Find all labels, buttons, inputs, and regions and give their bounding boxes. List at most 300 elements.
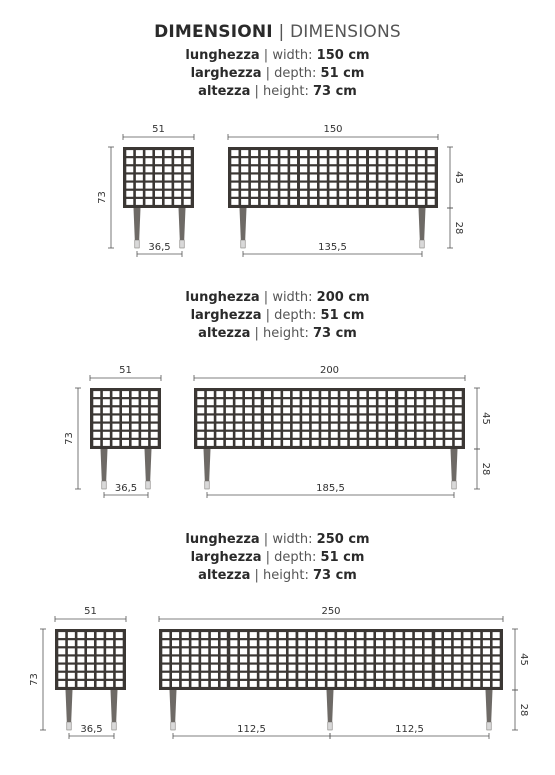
lattice-cell — [357, 657, 364, 663]
lattice-cell — [162, 681, 169, 687]
lattice-cell — [230, 648, 237, 654]
lattice-cell — [376, 657, 383, 663]
lattice-cell — [369, 166, 376, 172]
lattice-cell — [174, 199, 181, 205]
lattice-cell — [145, 166, 152, 172]
lattice-cell — [172, 657, 179, 663]
lattice-cell — [427, 175, 434, 181]
lattice-cell — [376, 632, 383, 638]
lattice-cell — [172, 673, 179, 679]
lattice-cell — [369, 183, 376, 189]
lattice-cell — [251, 175, 258, 181]
spec-separator: | — [261, 550, 275, 565]
front-leg-height-dimension — [474, 449, 491, 489]
lattice-cell — [264, 416, 271, 422]
lattice-cell — [318, 681, 325, 687]
lattice-cell — [349, 166, 356, 172]
lattice-cell — [240, 640, 247, 646]
lattice-cell — [172, 640, 179, 646]
lattice-cell — [415, 657, 422, 663]
lattice-cell — [340, 399, 347, 405]
lattice-cell — [327, 657, 334, 663]
spec-separator: | — [259, 48, 273, 63]
lattice-cell — [321, 399, 328, 405]
lattice-cell — [359, 440, 366, 446]
lattice-cell — [289, 640, 296, 646]
lattice-cell — [87, 681, 94, 687]
lattice-cell — [463, 657, 470, 663]
lattice-cell — [280, 191, 287, 197]
lattice-cell — [241, 166, 248, 172]
lattice-cell — [388, 150, 395, 156]
lattice-cell — [165, 191, 172, 197]
lattice-cell — [359, 199, 366, 205]
lattice-cell — [337, 648, 344, 654]
front-leg-span-dimension — [173, 724, 330, 739]
lattice-cell — [245, 407, 252, 413]
lattice-cell — [283, 424, 290, 430]
lattice-cell — [230, 681, 237, 687]
spec-value: 73 cm — [312, 84, 357, 99]
lattice-cell — [182, 640, 189, 646]
leg-shaft — [111, 690, 118, 722]
lattice-cell — [408, 199, 415, 205]
lattice-cell — [201, 657, 208, 663]
spec-label-en: height — [263, 326, 305, 341]
lattice-cell — [230, 665, 237, 671]
side-view-leg — [101, 449, 108, 489]
lattice-cell — [77, 632, 84, 638]
lattice-cell — [290, 191, 297, 197]
lattice-cell — [493, 665, 500, 671]
leg-foot — [146, 481, 150, 489]
lattice-cell — [339, 166, 346, 172]
leg-foot — [487, 722, 491, 730]
front-view-cabinet — [194, 388, 465, 449]
lattice-cell — [349, 191, 356, 197]
lattice-cell — [415, 673, 422, 679]
lattice-cell — [230, 632, 237, 638]
leg-foot — [102, 481, 106, 489]
dimension-label: 135,5 — [318, 242, 347, 253]
lattice-cell — [122, 407, 129, 413]
lattice-cell — [240, 648, 247, 654]
front-leg-span-dimension — [330, 724, 489, 739]
lattice-cell — [221, 640, 228, 646]
lattice-cell — [283, 416, 290, 422]
lattice-cell — [318, 657, 325, 663]
dimension-label: 51 — [152, 124, 165, 135]
lattice-cell — [473, 648, 480, 654]
lattice-cell — [445, 432, 452, 438]
lattice-cell — [250, 673, 257, 679]
lattice-cell — [359, 191, 366, 197]
lattice-cell — [321, 407, 328, 413]
lattice-cell — [112, 432, 119, 438]
lattice-cell — [331, 399, 338, 405]
lattice-cell — [366, 665, 373, 671]
lattice-cell — [436, 391, 443, 397]
lattice-cell — [250, 665, 257, 671]
lattice-cell — [162, 640, 169, 646]
lattice-cell — [197, 391, 204, 397]
lattice-cell — [310, 175, 317, 181]
lattice-cell — [340, 391, 347, 397]
lattice-cell — [184, 191, 191, 197]
lattice-cell — [77, 665, 84, 671]
lattice-cell — [116, 632, 123, 638]
spec-label-it: altezza — [198, 326, 251, 341]
lattice-cell — [255, 407, 262, 413]
lattice-cell — [106, 673, 113, 679]
lattice-cell — [251, 150, 258, 156]
lattice-cell — [473, 640, 480, 646]
lattice-cell — [340, 416, 347, 422]
lattice-cell — [418, 150, 425, 156]
lattice-cell — [250, 648, 257, 654]
dimension-label: 36,5 — [148, 242, 171, 253]
lattice-cell — [369, 150, 376, 156]
lattice-cell — [318, 665, 325, 671]
lattice-cell — [386, 665, 393, 671]
lattice-cell — [93, 407, 100, 413]
lattice-cell — [269, 657, 276, 663]
spec-colon: : — [304, 326, 313, 341]
lattice-cell — [280, 175, 287, 181]
spec-value: 200 cm — [316, 290, 370, 305]
lattice-cell — [151, 440, 158, 446]
lattice-cell — [293, 440, 300, 446]
lattice-cell — [112, 407, 119, 413]
lattice-cell — [407, 399, 414, 405]
lattice-cell — [216, 407, 223, 413]
leg-foot — [205, 481, 209, 489]
lattice-cell — [106, 640, 113, 646]
spec-separator: | — [259, 290, 273, 305]
lattice-cell — [77, 681, 84, 687]
lattice-cell — [280, 199, 287, 205]
lattice-cell — [388, 424, 395, 430]
lattice-cell — [191, 648, 198, 654]
spec-separator: | — [250, 326, 263, 341]
lattice-cell — [378, 424, 385, 430]
lattice-cell — [340, 440, 347, 446]
lattice-cell — [182, 632, 189, 638]
lattice-cell — [427, 150, 434, 156]
front-width-dimension — [194, 365, 465, 381]
lattice-cell — [405, 657, 412, 663]
lattice-cell — [271, 191, 278, 197]
spec-value: 250 cm — [316, 532, 370, 547]
lattice-cell — [388, 416, 395, 422]
lattice-cell — [264, 407, 271, 413]
lattice-cell — [350, 391, 357, 397]
lattice-cell — [155, 183, 162, 189]
lattice-cell — [455, 440, 462, 446]
lattice-cell — [436, 399, 443, 405]
lattice-cell — [398, 166, 405, 172]
lattice-cell — [369, 440, 376, 446]
lattice-cell — [398, 199, 405, 205]
lattice-cell — [106, 632, 113, 638]
lattice-cell — [386, 640, 393, 646]
lattice-cell — [261, 183, 268, 189]
lattice-cell — [445, 424, 452, 430]
dimension-label: 36,5 — [114, 483, 138, 494]
lattice-cell — [197, 440, 204, 446]
lattice-cell — [359, 183, 366, 189]
lattice-cell — [407, 440, 414, 446]
lattice-cell — [136, 183, 143, 189]
lattice-cell — [357, 673, 364, 679]
dimension-label: 73 — [29, 673, 40, 686]
lattice-cell — [398, 158, 405, 164]
lattice-cell — [369, 199, 376, 205]
lattice-cell — [434, 665, 441, 671]
lattice-cell — [415, 640, 422, 646]
spec-label-en: depth — [274, 66, 313, 81]
lattice-cell — [132, 424, 139, 430]
leg-foot — [328, 722, 332, 730]
lattice-cell — [298, 665, 305, 671]
lattice-cell — [280, 183, 287, 189]
lattice-cell — [359, 407, 366, 413]
lattice-cell — [77, 648, 84, 654]
lattice-cell — [184, 199, 191, 205]
lattice-cell — [112, 416, 119, 422]
lattice-cell — [141, 416, 148, 422]
lattice-cell — [230, 657, 237, 663]
lattice-cell — [395, 632, 402, 638]
lattice-cell — [174, 183, 181, 189]
lattice-cell — [293, 416, 300, 422]
lattice-cell — [369, 391, 376, 397]
lattice-cell — [463, 665, 470, 671]
lattice-cell — [366, 648, 373, 654]
side-leg-span-dimension — [104, 483, 148, 498]
dimension-label: 150 — [323, 124, 343, 135]
lattice-cell — [318, 640, 325, 646]
lattice-cell — [226, 432, 233, 438]
lattice-cell — [357, 665, 364, 671]
lattice-cell — [300, 158, 307, 164]
lattice-cell — [264, 424, 271, 430]
lattice-cell — [103, 424, 110, 430]
lattice-cell — [408, 175, 415, 181]
lattice-cell — [388, 166, 395, 172]
title-english: DIMENSIONS — [290, 22, 401, 42]
leg-shaft — [419, 208, 426, 240]
lattice-cell — [271, 158, 278, 164]
lattice-cell — [240, 632, 247, 638]
lattice-cell — [290, 158, 297, 164]
lattice-cell — [454, 632, 461, 638]
lattice-cell — [151, 399, 158, 405]
lattice-cell — [289, 681, 296, 687]
lattice-cell — [279, 657, 286, 663]
lattice-cell — [455, 416, 462, 422]
lattice-cell — [132, 391, 139, 397]
lattice-cell — [126, 166, 133, 172]
lattice-cell — [308, 632, 315, 638]
lattice-cell — [426, 391, 433, 397]
spec-value: 73 cm — [312, 326, 357, 341]
lattice-cell — [425, 640, 432, 646]
lattice-cell — [290, 183, 297, 189]
lattice-cell — [329, 175, 336, 181]
lattice-cell — [132, 399, 139, 405]
lattice-cell — [310, 191, 317, 197]
lattice-cell — [191, 673, 198, 679]
spec-separator: | — [261, 308, 275, 323]
lattice-cell — [293, 424, 300, 430]
lattice-cell — [87, 648, 94, 654]
lattice-cell — [427, 183, 434, 189]
lattice-cell — [321, 440, 328, 446]
lattice-cell — [300, 191, 307, 197]
front-leg-height-dimension — [512, 690, 529, 730]
lattice-cell — [231, 191, 238, 197]
lattice-cell — [162, 665, 169, 671]
lattice-cell — [426, 424, 433, 430]
lattice-cell — [378, 416, 385, 422]
lattice-cell — [318, 648, 325, 654]
lattice-cell — [226, 440, 233, 446]
lattice-cell — [132, 416, 139, 422]
spec-colon: : — [304, 568, 313, 583]
lattice-cell — [308, 673, 315, 679]
lattice-cell — [274, 424, 281, 430]
lattice-cell — [473, 673, 480, 679]
lattice-cell — [116, 681, 123, 687]
lattice-cell — [359, 166, 366, 172]
leg-shaft — [145, 449, 152, 481]
lattice-cell — [136, 191, 143, 197]
leg-foot — [180, 240, 184, 248]
lattice-cell — [388, 440, 395, 446]
lattice-cell — [269, 665, 276, 671]
lattice-cell — [145, 199, 152, 205]
lattice-cell — [259, 673, 266, 679]
lattice-cell — [302, 407, 309, 413]
lattice-cell — [68, 632, 75, 638]
leg-shaft — [486, 690, 493, 722]
lattice-cell — [103, 391, 110, 397]
side-depth-dimension — [123, 124, 194, 140]
spec-label-en: width — [272, 290, 309, 305]
dimension-label: 45 — [518, 653, 529, 666]
lattice-cell — [395, 665, 402, 671]
lattice-cell — [376, 648, 383, 654]
lattice-cell — [434, 657, 441, 663]
lattice-cell — [201, 632, 208, 638]
lattice-cell — [483, 648, 490, 654]
lattice-cell — [103, 440, 110, 446]
lattice-cell — [184, 183, 191, 189]
lattice-cell — [191, 657, 198, 663]
lattice-cell — [165, 150, 172, 156]
lattice-cell — [271, 166, 278, 172]
spec-value: 51 cm — [320, 308, 365, 323]
lattice-cell — [207, 416, 214, 422]
lattice-cell — [339, 150, 346, 156]
lattice-cell — [165, 175, 172, 181]
lattice-cell — [310, 150, 317, 156]
lattice-cell — [308, 657, 315, 663]
lattice-cell — [493, 632, 500, 638]
lattice-cell — [58, 681, 65, 687]
lattice-cell — [327, 673, 334, 679]
lattice-cell — [122, 399, 129, 405]
spec-label-en: depth — [274, 550, 313, 565]
lattice-cell — [418, 199, 425, 205]
spec-label-it: larghezza — [190, 550, 262, 565]
lattice-cell — [327, 640, 334, 646]
lattice-cell — [106, 648, 113, 654]
lattice-cell — [151, 416, 158, 422]
lattice-cell — [274, 391, 281, 397]
lattice-cell — [283, 440, 290, 446]
front-view-leg — [240, 208, 247, 248]
lattice-cell — [386, 673, 393, 679]
lattice-cell — [388, 391, 395, 397]
lattice-cell — [182, 648, 189, 654]
lattice-cell — [302, 424, 309, 430]
lattice-cell — [434, 640, 441, 646]
lattice-cell — [112, 440, 119, 446]
lattice-cell — [255, 399, 262, 405]
lattice-cell — [444, 632, 451, 638]
lattice-cell — [174, 150, 181, 156]
lattice-cell — [483, 665, 490, 671]
lattice-cell — [283, 432, 290, 438]
lattice-cell — [197, 399, 204, 405]
lattice-cell — [250, 640, 257, 646]
side-height-dimension — [97, 147, 114, 248]
side-view-cabinet — [123, 147, 194, 208]
lattice-cell — [308, 665, 315, 671]
lattice-cell — [58, 648, 65, 654]
lattice-cell — [378, 175, 385, 181]
dimension-label: 28 — [480, 462, 491, 476]
lattice-cell — [235, 391, 242, 397]
lattice-cell — [388, 407, 395, 413]
lattice-cell — [407, 416, 414, 422]
front-width-dimension — [228, 124, 438, 140]
lattice-cell — [245, 432, 252, 438]
lattice-cell — [320, 158, 327, 164]
front-view-leg — [204, 449, 211, 489]
lattice-cell — [241, 150, 248, 156]
lattice-cell — [329, 150, 336, 156]
lattice-cell — [408, 158, 415, 164]
lattice-cell — [312, 399, 319, 405]
lattice-cell — [405, 681, 412, 687]
lattice-cell — [426, 440, 433, 446]
lattice-cell — [97, 648, 104, 654]
lattice-cell — [302, 440, 309, 446]
spec-colon: : — [312, 66, 321, 81]
lattice-cell — [283, 399, 290, 405]
spec-label-it: altezza — [198, 568, 251, 583]
lattice-cell — [350, 399, 357, 405]
lattice-cell — [250, 657, 257, 663]
lattice-cell — [298, 657, 305, 663]
lattice-cell — [408, 183, 415, 189]
lattice-cell — [155, 150, 162, 156]
lattice-cell — [298, 640, 305, 646]
lattice-cell — [378, 158, 385, 164]
